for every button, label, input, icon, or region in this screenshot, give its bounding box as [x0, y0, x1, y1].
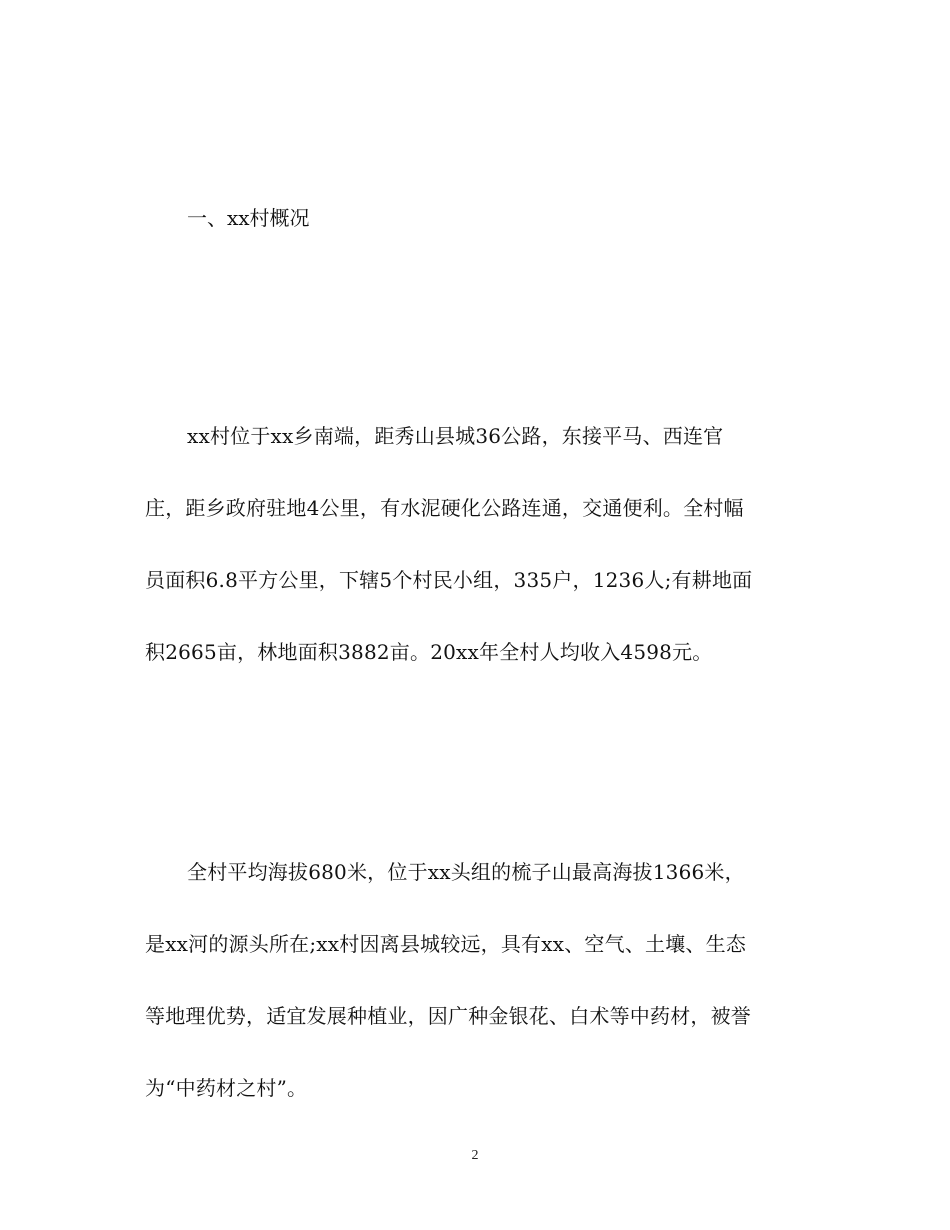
paragraph-line: 员面积6.8平方公里，下辖5个村民小组，335户，1236人;有耕地面	[145, 568, 753, 592]
section-heading: 一、xx村概况	[187, 206, 310, 230]
paragraph-line: 庄，距乡政府驻地4公里，有水泥硬化公路连通，交通便利。全村幅	[145, 496, 744, 520]
page-number: 2	[471, 1148, 479, 1163]
paragraph-line: 是xx河的源头所在;xx村因离县城较远，具有xx、空气、土壤、生态	[145, 932, 747, 956]
paragraph-line: 等地理优势，适宜发展种植业，因广种金银花、白术等中药材，被誉	[145, 1004, 751, 1028]
paragraph-line: 全村平均海拔680米，位于xx头组的梳子山最高海拔1366米，	[187, 860, 745, 884]
paragraph-village-location	[145, 416, 807, 704]
paragraph-line: 积2665亩，林地面积3882亩。20xx年全村人均收入4598元。	[145, 640, 713, 664]
paragraph-line: 为“中药材之村”。	[145, 1076, 308, 1100]
paragraph-village-geography	[145, 852, 807, 1140]
paragraph-line: xx村位于xx乡南端，距秀山县城36公路，东接平马、西连官	[187, 424, 724, 448]
